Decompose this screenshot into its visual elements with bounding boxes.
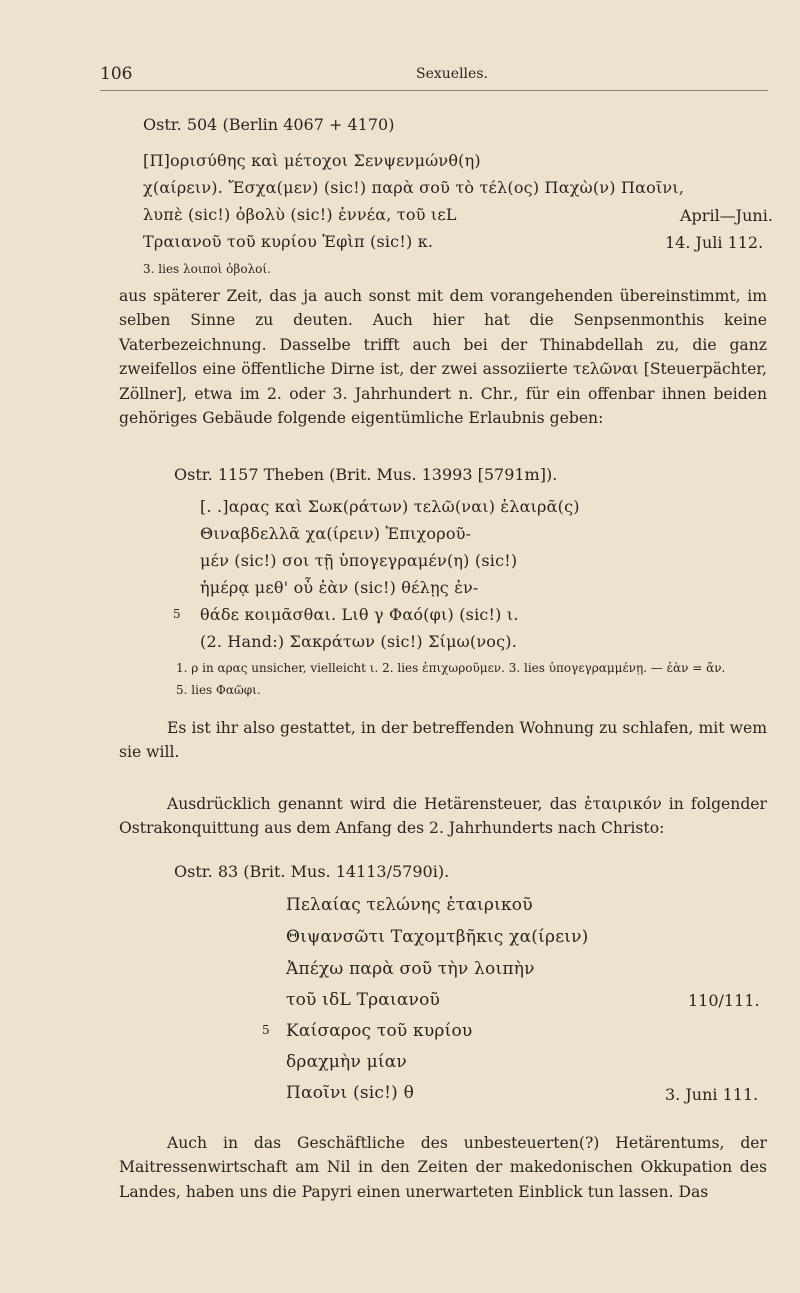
- date-note: 14. Juli 112.: [665, 233, 764, 252]
- date-note: 110/111.: [688, 991, 760, 1010]
- ostrakon-heading: Ostr. 504 (Berlin 4067 + 4170): [143, 115, 395, 134]
- greek-line: Θιψανσῶτι Ταχομτβῆκις χα(ίρειν): [286, 927, 589, 947]
- greek-line: Ἀπέχω παρὰ σοῦ τὴν λοιπὴν: [286, 959, 535, 979]
- greek-line: δραχμὴν μίαν: [286, 1052, 407, 1072]
- greek-line: μέν (sic!) σοι τῇ ὑπογεγραμέν(η) (sic!): [200, 551, 518, 570]
- running-title: Sexuelles.: [416, 66, 488, 82]
- greek-line: ἡμέρᾳ μεθ' οὗ ἐὰν (sic!) θέλῃς ἐν-: [200, 578, 479, 597]
- greek-line: χ(αίρειν). Ἔσχα(μεν) (sic!) παρὰ σοῦ τὸ τέλ(ος) Παχὼ(ν) Παοῖνι,: [143, 178, 685, 197]
- greek-line: λυπὲ (sic!) ὀβολὺ (sic!) ἐννέα, τοῦ ιεL: [143, 205, 457, 224]
- line-number: 5: [262, 1023, 270, 1037]
- body-paragraph: Es ist ihr also gestattet, in der betreffenden Wohnung zu schlafen, mit wem sie will.: [119, 719, 767, 762]
- page-number: 106: [100, 64, 133, 84]
- apparatus-note: 5. lies Φαῶφι.: [176, 683, 261, 697]
- greek-line: Τραιανοῦ τοῦ κυρίου Ἐφὶπ (sic!) κ.: [143, 232, 434, 251]
- line-number: 5: [173, 607, 181, 621]
- ostrakon-heading: Ostr. 1157 Theben (Brit. Mus. 13993 [5791m]).: [174, 465, 558, 484]
- greek-line: Πελαίας τελώνης ἑταιρικοῦ: [286, 895, 533, 915]
- date-note: April—Juni.: [680, 206, 773, 225]
- greek-line: τοῦ ιδL Τραιανοῦ: [286, 990, 441, 1010]
- greek-line: Παοῖνι (sic!) θ: [286, 1083, 415, 1103]
- date-note: 3. Juni 111.: [665, 1085, 759, 1104]
- apparatus-note: 3. lies λοιποὶ ὀβολοί.: [143, 262, 271, 276]
- apparatus-note: 1. ρ in αρας unsicher, vielleicht ι. 2. lies ἐπιχωροῦμεν. 3. lies ὑπογεγραμμένῃ. — ἐὰν = ἄν.: [176, 661, 726, 675]
- greek-line: Καίσαρος τοῦ κυρίου: [286, 1021, 473, 1041]
- body-paragraph: Ausdrücklich genannt wird die Hetärensteuer, das ἑταιρικόν in folgender Ostrakonquittung aus dem Anfang des 2. Jahrhunderts nach Christo:: [119, 795, 767, 838]
- greek-line: θάδε κοιμᾶσθαι. Lιθ γ Φαό(φι) (sic!) ι.: [200, 605, 519, 624]
- body-paragraph: aus späterer Zeit, das ja auch sonst mit dem vorangehenden übereinstimmt, im selben Sinne zu deuten. Auch hier hat die Senpsenmonthis keine Vaterbezeichnung. Dasselbe trifft auch bei der Thinabdellah zu, die ganz zweifellos eine öffentliche Dirne ist, der zwei assoziierte τελῶναι [Steuerpächter, Zöllner], etwa im 2. oder 3. Jahrhundert n. Chr., für ein offenbar ihnen beiden gehöriges Gebäude folgende eigentümliche Erlaubnis geben:: [119, 287, 767, 428]
- greek-line: [. .]αρας καὶ Σωκ(ράτων) τελῶ(ναι) ἑλαιρᾶ(ς): [200, 497, 580, 516]
- body-paragraph: Auch in das Geschäftliche des unbesteuerten(?) Hetärentums, der Maitressenwirtschaft am Nil in den Zeiten der makedonischen Okkupation des Landes, haben uns die Papyri einen unerwarteten Einblick tun lassen. Das: [119, 1134, 767, 1201]
- greek-line: (2. Hand:) Σακράτων (sic!) Σίμω(νος).: [200, 632, 518, 651]
- greek-line: [Π]ορισύθης καὶ μέτοχοι Σενψενμώνθ(η): [143, 151, 481, 170]
- page-header: [100, 64, 768, 91]
- greek-line: Θιναβδελλᾶ χα(ίρειν) Ἐπιχοροῦ-: [200, 524, 472, 543]
- ostrakon-heading: Ostr. 83 (Brit. Mus. 14113/5790i).: [174, 862, 450, 881]
